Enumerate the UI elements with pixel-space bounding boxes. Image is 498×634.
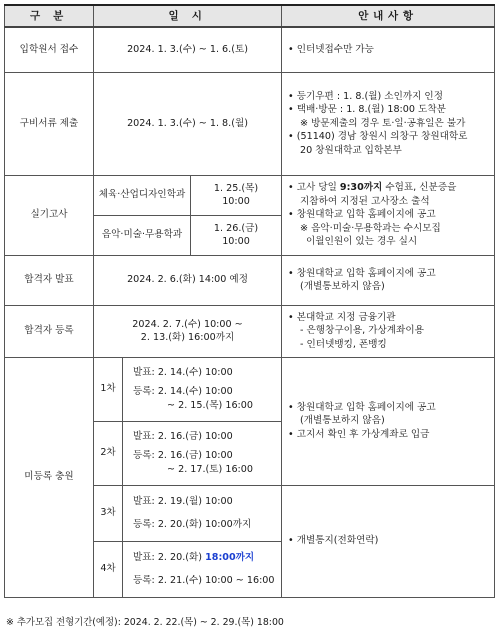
notice-cell: [282, 72, 495, 175]
register-line: 등록: 2. 14.(수) 10:00: [133, 386, 233, 398]
schedule-table: [4, 4, 495, 598]
round-schedule: [123, 357, 282, 421]
notice-line: • 등기우편 : 1. 8.(월) 소인까지 인정: [288, 90, 443, 102]
notice-line: ※ 음악·미술·무용학과는 수시모집: [300, 222, 441, 234]
date-cell: 2024. 2. 6.(화) 14:00 예정: [94, 255, 282, 305]
header-notice: 안내사항: [282, 5, 495, 27]
header-datetime: 일 시: [94, 5, 282, 27]
category-label: 미등록 충원: [5, 357, 94, 597]
notice-line: • 창원대학교 입학 홈페이지에 공고: [288, 267, 436, 279]
date-cell: [191, 215, 282, 255]
exam-time: 10:00: [222, 236, 250, 247]
date-line: 2. 13.(화) 16:00까지: [140, 332, 235, 343]
notice-line: • 인터넷접수만 가능: [288, 44, 374, 56]
announce-line: 발표: 2. 16.(금) 10:00: [133, 430, 233, 442]
table-header: [5, 5, 495, 27]
register-line: 등록: 2. 16.(금) 10:00: [133, 450, 233, 462]
category-label: 구비서류 제출: [5, 72, 94, 175]
exam-date: 1. 26.(금): [213, 222, 259, 234]
notice-line: • 본대학교 지정 금융기관: [288, 311, 396, 323]
notice-text: 수험표, 신분증을: [382, 182, 457, 194]
round-label: 4차: [94, 541, 123, 597]
date-cell: [94, 305, 282, 357]
exam-time: 10:00: [222, 196, 250, 207]
announce-line: 발표: 2. 19.(월) 10:00: [133, 495, 233, 507]
register-line: ~ 2. 15.(목) 16:00: [167, 399, 253, 411]
notice-cell: [282, 305, 495, 357]
notice-line: • 창원대학교 입학 홈페이지에 공고: [288, 401, 436, 413]
notice-line: 이월인원이 있는 경우 실시: [306, 236, 418, 248]
notice-line: - 은행창구이용, 가상계좌이용: [300, 325, 424, 337]
notice-text: • 고사 당일: [288, 182, 340, 194]
notice-cell: [282, 27, 495, 72]
announce-deadline: 18:00까지: [205, 551, 255, 563]
notice-cell: [282, 255, 495, 305]
register-line: 등록: 2. 21.(수) 10:00 ~ 16:00: [133, 575, 275, 586]
notice-line: • 개별통지(전화연락): [288, 535, 379, 547]
round-schedule: [123, 421, 282, 485]
exam-date: 1. 25.(목): [213, 182, 259, 194]
register-line: ~ 2. 17.(토) 16:00: [167, 463, 253, 475]
footnote: ※ 추가모집 전형기간(예정): 2024. 2. 22.(목) ~ 2. 29.(목) 18:00: [6, 617, 284, 628]
notice-line: • (51140) 경남 창원시 의창구 창원대학로: [288, 131, 468, 143]
notice-line: 20 창원대학교 입학본부: [300, 144, 402, 156]
row-documents: [5, 72, 495, 175]
date-cell: [191, 175, 282, 215]
announce-line: 발표: 2. 14.(수) 10:00: [133, 366, 233, 378]
notice-line: • 창원대학교 입학 홈페이지에 공고: [288, 209, 436, 221]
round-label: 3차: [94, 485, 123, 541]
round-schedule: [123, 485, 282, 541]
notice-line: • 택배·방문 : 1. 8.(월) 18:00 도착분: [288, 104, 446, 116]
row-application: [5, 27, 495, 72]
date-cell: 2024. 1. 3.(수) ~ 1. 8.(월): [94, 72, 282, 175]
notice-line: (개별통보하지 않음): [300, 281, 385, 292]
category-label: 실기고사: [5, 175, 94, 255]
category-label: 합격자 등록: [5, 305, 94, 357]
sub-category: 체육·산업디자인학과: [94, 175, 191, 215]
notice-line: - 인터넷뱅킹, 폰뱅킹: [300, 338, 387, 350]
announce-text: 발표: 2. 20.(화): [133, 551, 206, 563]
row-result: [5, 255, 495, 305]
notice-cell: [282, 357, 495, 485]
notice-line: [288, 181, 488, 194]
notice-line: (개별통보하지 않음): [300, 415, 385, 427]
category-label: 입학원서 접수: [5, 27, 94, 72]
row-registration: [5, 305, 495, 357]
row-refill-1: [5, 357, 495, 421]
notice-cell: [282, 485, 495, 597]
sub-category: 음악·미술·무용학과: [94, 215, 191, 255]
register-line: 등록: 2. 20.(화) 10:00까지: [133, 519, 252, 530]
notice-cell: [282, 175, 495, 255]
notice-line: ※ 방문제출의 경우 토·일·공휴일은 불가: [300, 117, 466, 129]
round-label: 2차: [94, 421, 123, 485]
round-label: 1차: [94, 357, 123, 421]
date-cell: 2024. 1. 3.(수) ~ 1. 6.(토): [94, 27, 282, 72]
header-category: 구 분: [5, 5, 94, 27]
announce-line: [133, 551, 281, 564]
category-label: 합격자 발표: [5, 255, 94, 305]
date-line: 2024. 2. 7.(수) 10:00 ~: [132, 318, 243, 330]
notice-emphasis: 9:30까지: [339, 182, 383, 194]
notice-line: • 고지서 확인 후 가상계좌로 입금: [288, 428, 430, 440]
round-schedule: [123, 541, 282, 597]
notice-line: 지참하여 지정된 고사장소 출석: [300, 195, 430, 207]
row-practical-1: [5, 175, 495, 215]
